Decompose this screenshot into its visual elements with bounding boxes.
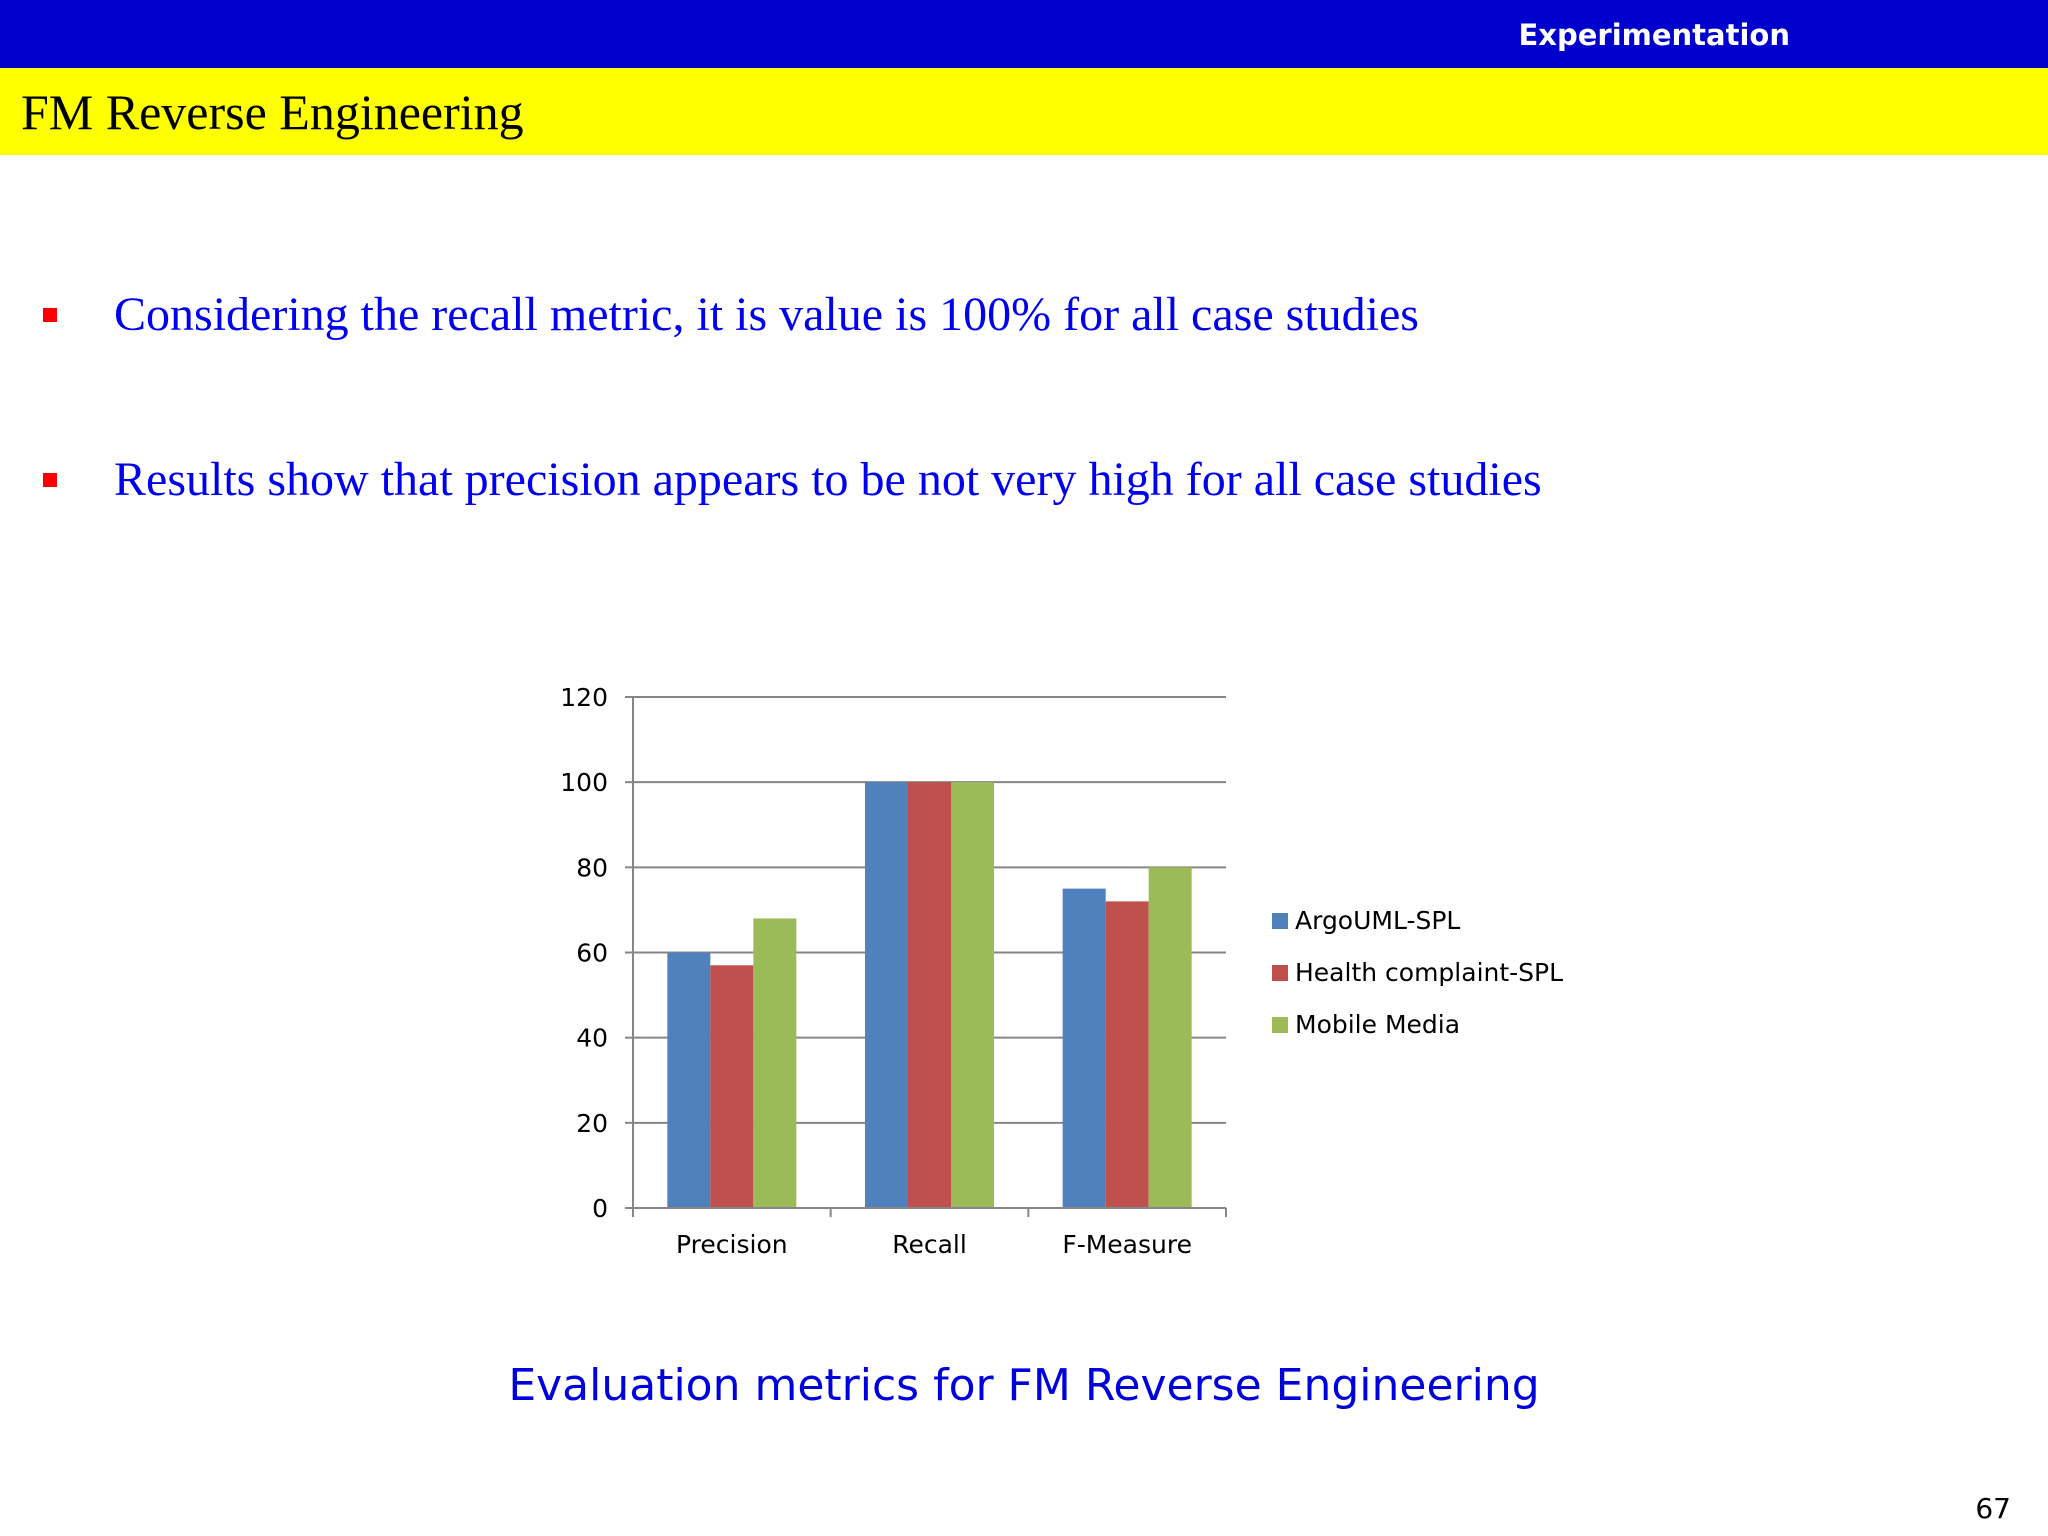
bar xyxy=(951,782,994,1208)
bar xyxy=(1106,901,1149,1208)
slide-title: FM Reverse Engineering xyxy=(21,84,524,140)
bar xyxy=(667,953,710,1209)
legend-label: ArgoUML-SPL xyxy=(1295,906,1461,935)
bar xyxy=(710,965,753,1208)
y-tick-label: 20 xyxy=(576,1108,608,1138)
bullet-text: Considering the recall metric, it is value is 100% for all case studies xyxy=(114,288,1419,341)
legend-swatch xyxy=(1272,1017,1288,1033)
bar xyxy=(1149,867,1192,1208)
section-label: Experimentation xyxy=(1518,18,1790,52)
legend-label: Health complaint-SPL xyxy=(1295,958,1564,987)
legend-swatch xyxy=(1272,913,1288,929)
y-tick-label: 80 xyxy=(576,853,608,883)
y-tick-label: 0 xyxy=(592,1194,608,1223)
legend-label: Mobile Media xyxy=(1295,1010,1461,1039)
x-tick-label: Recall xyxy=(892,1230,967,1259)
x-tick-label: F-Measure xyxy=(1062,1230,1192,1259)
y-tick-label: 40 xyxy=(576,1023,608,1053)
x-tick-label: Precision xyxy=(676,1230,788,1259)
y-tick-label: 100 xyxy=(560,768,608,798)
bar xyxy=(865,782,908,1208)
bar xyxy=(1063,889,1106,1208)
legend-swatch xyxy=(1272,965,1288,981)
y-tick-label: 60 xyxy=(576,938,608,968)
bar xyxy=(753,918,796,1208)
chart-caption: Evaluation metrics for FM Reverse Engineering xyxy=(508,1360,1540,1411)
page-number: 67 xyxy=(1975,1492,2011,1525)
y-tick-label: 120 xyxy=(560,683,608,712)
bar xyxy=(908,782,951,1208)
bullet-text: Results show that precision appears to be not very high for all case studies xyxy=(114,453,1542,506)
